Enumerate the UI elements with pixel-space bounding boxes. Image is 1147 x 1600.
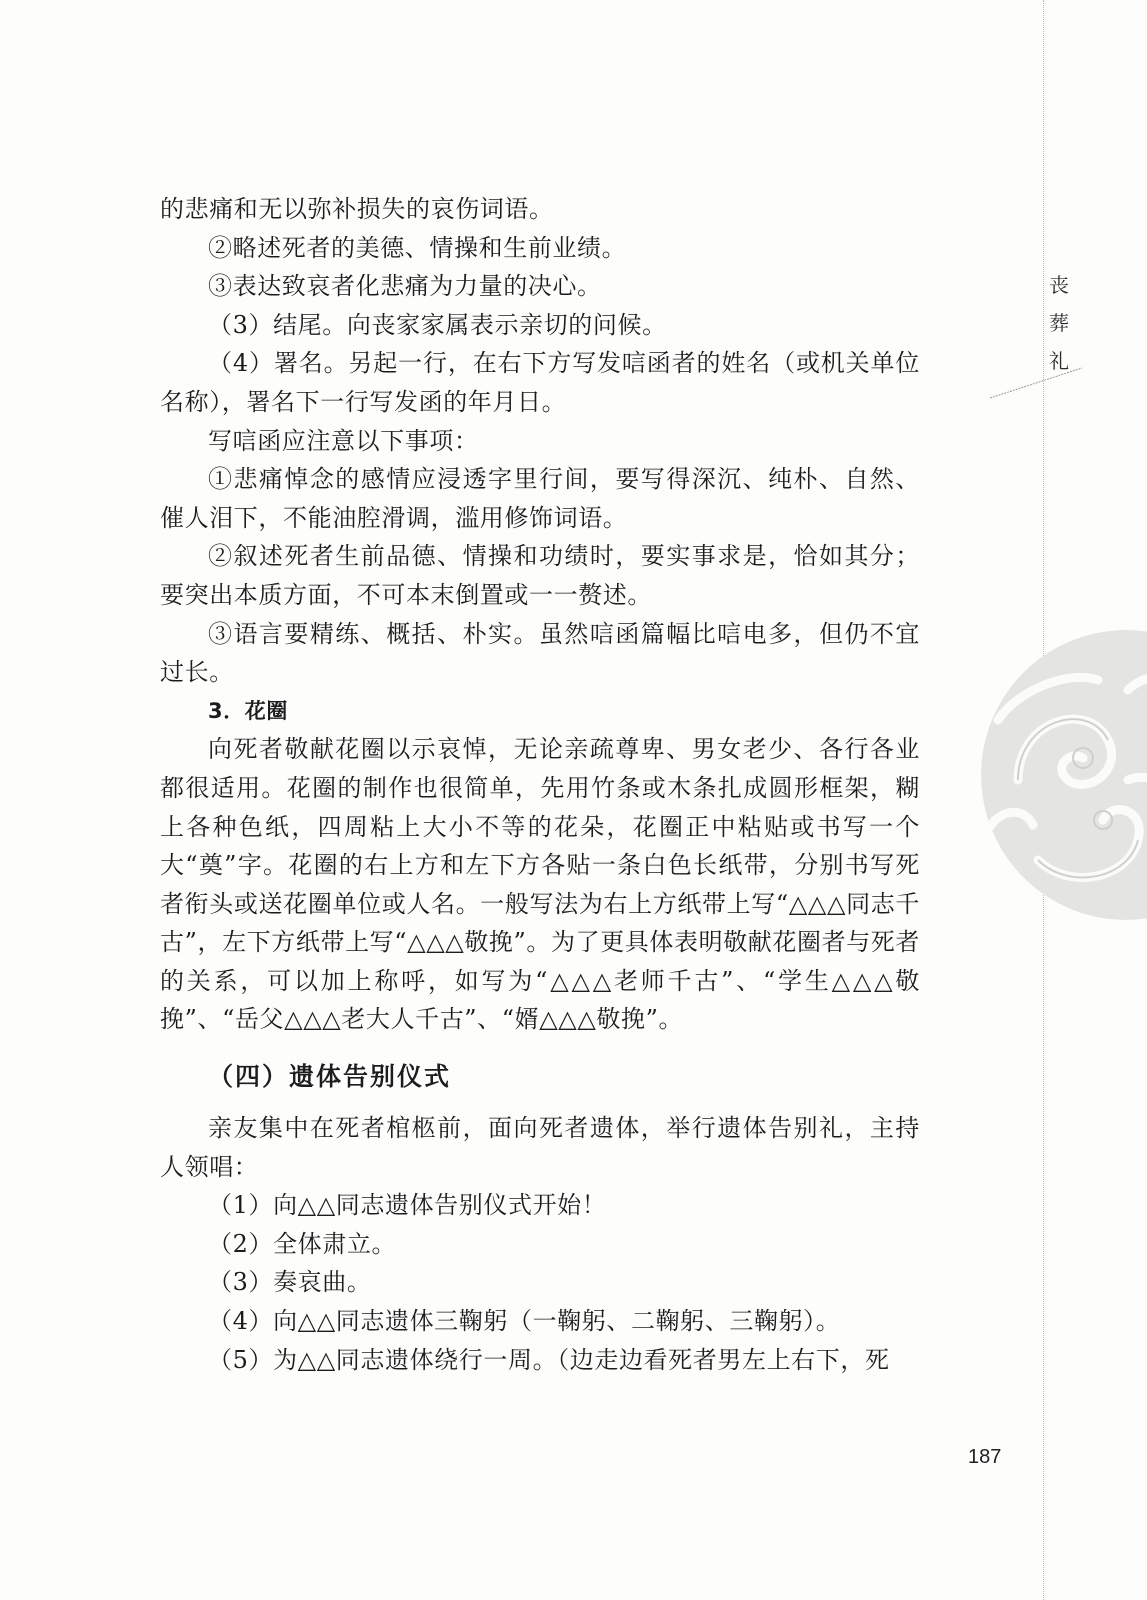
paragraph: （4）署名。另起一行，在右下方写发唁函者的姓名（或机关单位名称），署名下一行写发函的年月日。 [160,349,920,416]
ceremony-step: （4）向△△同志遗体三鞠躬（一鞠躬、二鞠躬、三鞠躬）。 [208,1307,841,1336]
paragraph: ②叙述死者生前品德、情操和功绩时，要实事求是，恰如其分；要突出本质方面，不可本末倒置或一一赘述。 [160,542,920,609]
side-title-char: 礼 [1049,349,1069,373]
side-title-char: 葬 [1049,311,1069,335]
paragraph: ③表达致哀者化悲痛为力量的决心。 [208,272,602,301]
subheading-wreath: 3．花圈 [208,698,289,723]
page-body [160,190,920,1379]
cloud-pattern-ornament [978,630,1147,920]
paragraph: （3）结尾。向丧家家属表示亲切的问候。 [208,310,667,339]
paragraph-farewell: 亲友集中在死者棺柩前，面向死者遗体，举行遗体告别礼，主持人领唱： [160,1114,920,1181]
paragraph-wreath: 向死者敬献花圈以示哀悼，无论亲疏尊卑、男女老少、各行各业都很适用。花圈的制作也很简单，先用竹条或木条扎成圆形框架，糊上各种色纸，四周粘上大小不等的花朵，花圈正中粘贴或书写一个大“奠”字。花圈的右上方和左下方各贴一条白色长纸带，分别书写死者衔头或送花圈单位或人名。一般写法为右上方纸带上写“△△△同志千古”，左下方纸带上写“△△△敬挽”。为了更具体表明敬献花圈者与死者的关系，可以加上称呼，如写为“△△△老师千古”、“学生△△△敬挽”、“岳父△△△老大人千古”、“婿△△△敬挽”。 [160,735,920,1034]
section-heading: （四）遗体告别仪式 [208,1062,452,1092]
paragraph: ①悲痛悼念的感情应浸透字里行间，要写得深沉、纯朴、自然、催人泪下，不能油腔滑调，滥用修饰词语。 [160,465,920,532]
paragraph: ③语言要精练、概括、朴实。虽然唁函篇幅比唁电多，但仍不宜过长。 [160,619,920,687]
side-title-char: 丧 [1049,273,1069,297]
ceremony-step: （2）全体肃立。 [208,1229,397,1258]
ceremony-step: （1）向△△同志遗体告别仪式开始！ [208,1191,607,1220]
chapter-side-title [1046,266,1072,380]
ceremony-step: （3）奏哀曲。 [208,1268,372,1297]
side-title-diagonal-line [988,366,1084,400]
paragraph: 的悲痛和无以弥补损失的哀伤词语。 [160,195,554,223]
paragraph: ②略述死者的美德、情操和生前业绩。 [208,233,627,262]
page-number: 187 [968,1446,1002,1468]
ceremony-step: （5）为△△同志遗体绕行一周。（边走边看死者男左上右下，死 [208,1345,890,1374]
paragraph: 写唁函应注意以下事项： [208,426,479,455]
